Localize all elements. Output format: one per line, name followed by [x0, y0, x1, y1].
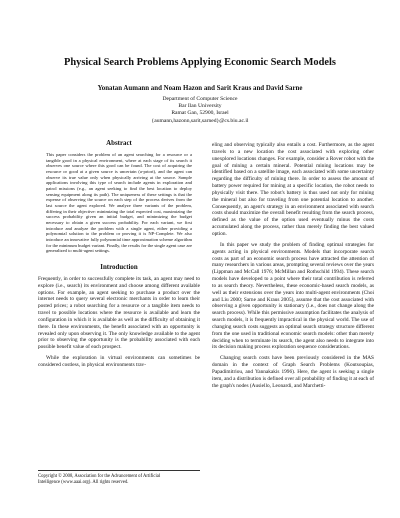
copyright-footnote	[38, 470, 200, 486]
intro-paragraph: While the exploration in virtual environments can sometimes be considered costless, in physical environments trav-	[38, 355, 200, 368]
paper-authors: Yonatan Aumann and Noam Hazon and Sarit Kraus and David Sarne	[97, 85, 303, 92]
introduction-heading: Introduction	[100, 263, 138, 271]
abstract-heading: Abstract	[106, 140, 132, 147]
affiliation-address: Ramat Gan, 52900, Israel	[171, 110, 229, 117]
right-column	[212, 142, 374, 394]
affiliation-block	[0, 96, 400, 125]
affiliation-university: Bar Ilan University	[178, 103, 222, 110]
introduction-left	[38, 264, 200, 369]
intro-paragraph: Frequently, in order to successfully complete its task, an agent may need to explore (i.e., search) its environment and choose among different available options. For example, an agent seeking to purchase a product over the internet needs to query several electronic merchants in order to learn their posted prices; a robot searching for a resource or a tangible item needs to travel to possible locations where the resource is available and learn the configuration in which it is available as well as the difficulty of obtaining it there. In these environments, the benefit associated with an opportunity is revealed only upon observing it. The only knowledge available to the agent prior to observing the opportunity is the probability associated with each possible benefit value of each prospect.	[38, 275, 200, 351]
paper-title: Physical Search Problems Applying Economic Search Models	[64, 57, 336, 68]
copyright-line-2: Intelligence (www.aaai.org). All rights reserved.	[38, 479, 129, 485]
intro-paragraph: Changing search costs have been previously considered in the MAS domain in the context of Graph Search Problems (Koutsoupias, Papadimitriou, and Yannakakis 1996). Here, the agent is seeking a single item, and a distribution is defined over all probability of finding it at each of the graph's nodes (Ausiello, Leonardi, and Marchetti-	[212, 355, 374, 389]
affiliation-department: Department of Computer Science	[162, 96, 238, 102]
copyright-line-1: Copyright © 2008, Association for the Advancement of Artificial	[38, 474, 161, 479]
abstract-section	[38, 140, 200, 254]
affiliation-email: {aumann,hazonn,sarit,sarned}@cs.biu.ac.il	[151, 117, 249, 124]
abstract-text: This paper considers the problem of an agent searching for a resource or a tangible good in a physical environment, where at each stage of its search it observes one source where this good can be found. The cost of acquiring the resource or good at a given source is uncertain (a-priori), and the agent can observe its true value only when physically arriving at the source. Sample applications involving this type of search include agents in exploration and patrol missions (e.g., an agent seeking to find the best location to deploy sensing equipment along its path). The uniqueness of these settings is that the expense of observing the source on each step of the process derives from the last source the agent explored. We analyze three variants of the problem, differing in their objective: minimizing the total expected cost, maximizing the success probability given an initial budget, and minimizing the budget necessary to obtain a given success probability. For each variant, we first introduce and analyze the problem with a single agent, either providing a polynomial solution to the problem or proving it is NP-Complete. We also introduce an innovative fully polynomial time approximation scheme algorithm for the minimum budget variant. Finally, the results for the single agent case are generalized to multi-agent settings.	[46, 152, 192, 254]
intro-paragraph: eling and observing typically also entails a cost. Furthermore, as the agent travels to a new location the cost associated with exploring other unexplored locations changes. For example, consider a Rover robot with the goal of mining a certain mineral. Potential mining locations may be identified based on a satellite image, each associated with some uncertainty regarding the difficulty of mining there. In order to assess the amount of battery power required for mining at a specific location, the robot needs to physically visit there. The robot's battery is thus used not only for mining the mineral but also for traveling from one potential location to another. Consequently, an agent's strategy in an environment associated with search costs should maximize the overall benefit resulting from the search process, defined as the value of the option used eventually minus the costs accumulated along the process, rather than merely finding the best valued option.	[212, 142, 374, 237]
left-column	[38, 140, 200, 373]
intro-paragraph: In this paper we study the problem of finding optimal strategies for agents acting in physical environments. Models that incorporate search costs as part of an economic search process have attracted the attention of many researchers in various areas, prompting several reviews over the years (Lippman and McCall 1976; McMillan and Rothschild 1994). These search models have developed to a point where their total contribution is referred to as search theory. Nevertheless, these economic-based search models, as well as their extensions over the years into multi-agent environments (Choi and Liu 2000; Sarne and Kraus 2005), assume that the cost associated with observing a given opportunity is stationary (i.e., does not change along the search process). While this permissive assumption facilitates the analysis of search models, it is frequently impractical in the physical world. The use of changing search costs suggests an optimal search strategy structure different from the one used in traditional economic search models: other than merely deciding when to terminate its search, the agent also needs to integrate into its decision making process exploration sequence considerations.	[212, 241, 374, 351]
